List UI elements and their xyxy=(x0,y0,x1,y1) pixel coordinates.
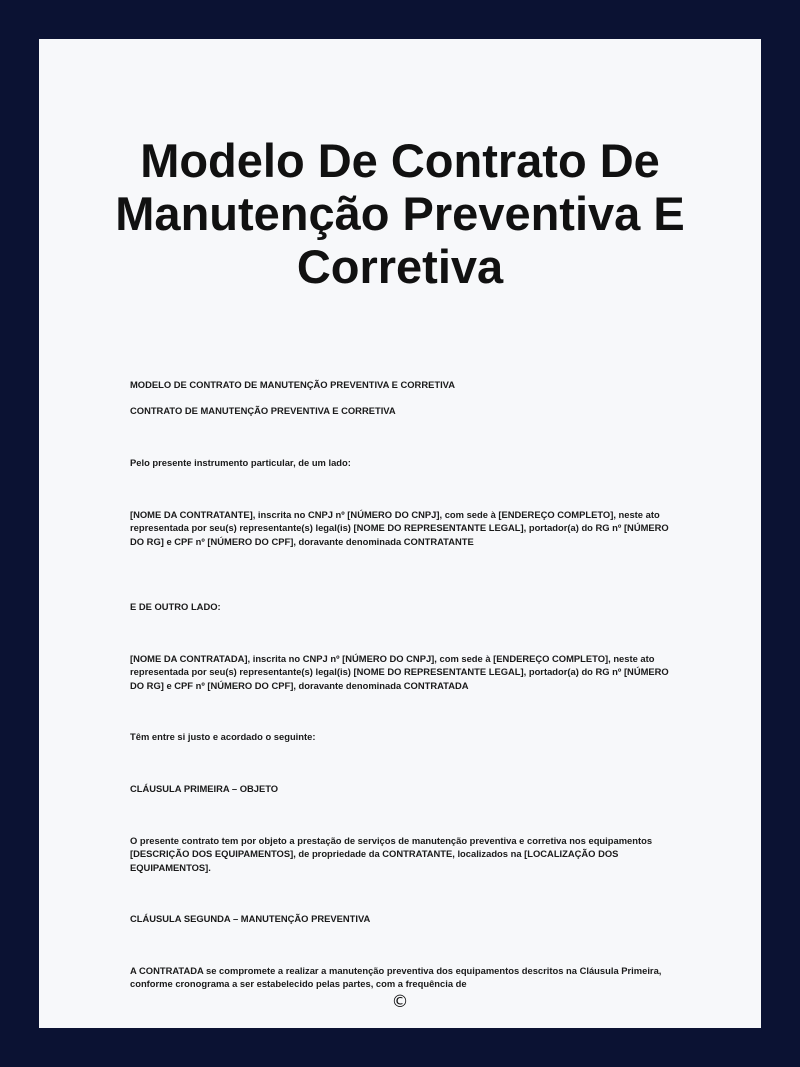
doc-outro-lado: E DE OUTRO LADO: xyxy=(130,601,221,612)
clause-2-text: A CONTRATADA se compromete a realizar a manutenção preventiva dos equipamentos descritos na Cláusula Primeira, conforme cronograma a ser estabelecido pelas partes, com a frequência de xyxy=(130,965,662,990)
doc-acordo: Têm entre si justo e acordado o seguinte: xyxy=(130,731,316,742)
clause-2-title: CLÁUSULA SEGUNDA – MANUTENÇÃO PREVENTIVA xyxy=(130,913,371,924)
doc-heading-model: MODELO DE CONTRATO DE MANUTENÇÃO PREVENTIVA E CORRETIVA xyxy=(130,379,456,390)
page-title: Modelo De Contrato De Manutenção Preventiva E Corretiva xyxy=(115,134,685,293)
doc-contratante-paragraph: [NOME DA CONTRATANTE], inscrita no CNPJ nº [NÚMERO DO CNPJ], com sede à [ENDEREÇO COMPLETO], neste ato representada por seu(s) representante(s) legal(is) [NOME DO REPRESENTANTE LEGAL], portador(a) do RG nº [NÚMERO DO RG] e CPF nº [NÚMERO DO CPF], doravante denominada CONTRATANTE xyxy=(130,509,669,547)
doc-contratada-paragraph: [NOME DA CONTRATADA], inscrita no CNPJ nº [NÚMERO DO CNPJ], com sede à [ENDEREÇO COMPLETO], neste ato representada por seu(s) representante(s) legal(is) [NOME DO REPRESENTANTE LEGAL], portador(a) do RG nº [NÚMERO DO RG] e CPF nº [NÚMERO DO CPF], doravante denominada CONTRATADA xyxy=(130,653,669,691)
copyright-icon: © xyxy=(391,992,409,1012)
document-page xyxy=(39,39,761,1028)
clause-1-text: O presente contrato tem por objeto a prestação de serviços de manutenção preventiva e corretiva nos equipamentos [DESCRIÇÃO DOS EQUIPAMENTOS], de propriedade da CONTRATANTE, localizados na [LOCALIZAÇÃO DOS EQUIPAMENTOS]. xyxy=(130,835,653,873)
clause-1-title: CLÁUSULA PRIMEIRA – OBJETO xyxy=(130,783,279,794)
doc-intro: Pelo presente instrumento particular, de um lado: xyxy=(130,457,351,468)
doc-heading-contract: CONTRATO DE MANUTENÇÃO PREVENTIVA E CORRETIVA xyxy=(130,405,396,416)
